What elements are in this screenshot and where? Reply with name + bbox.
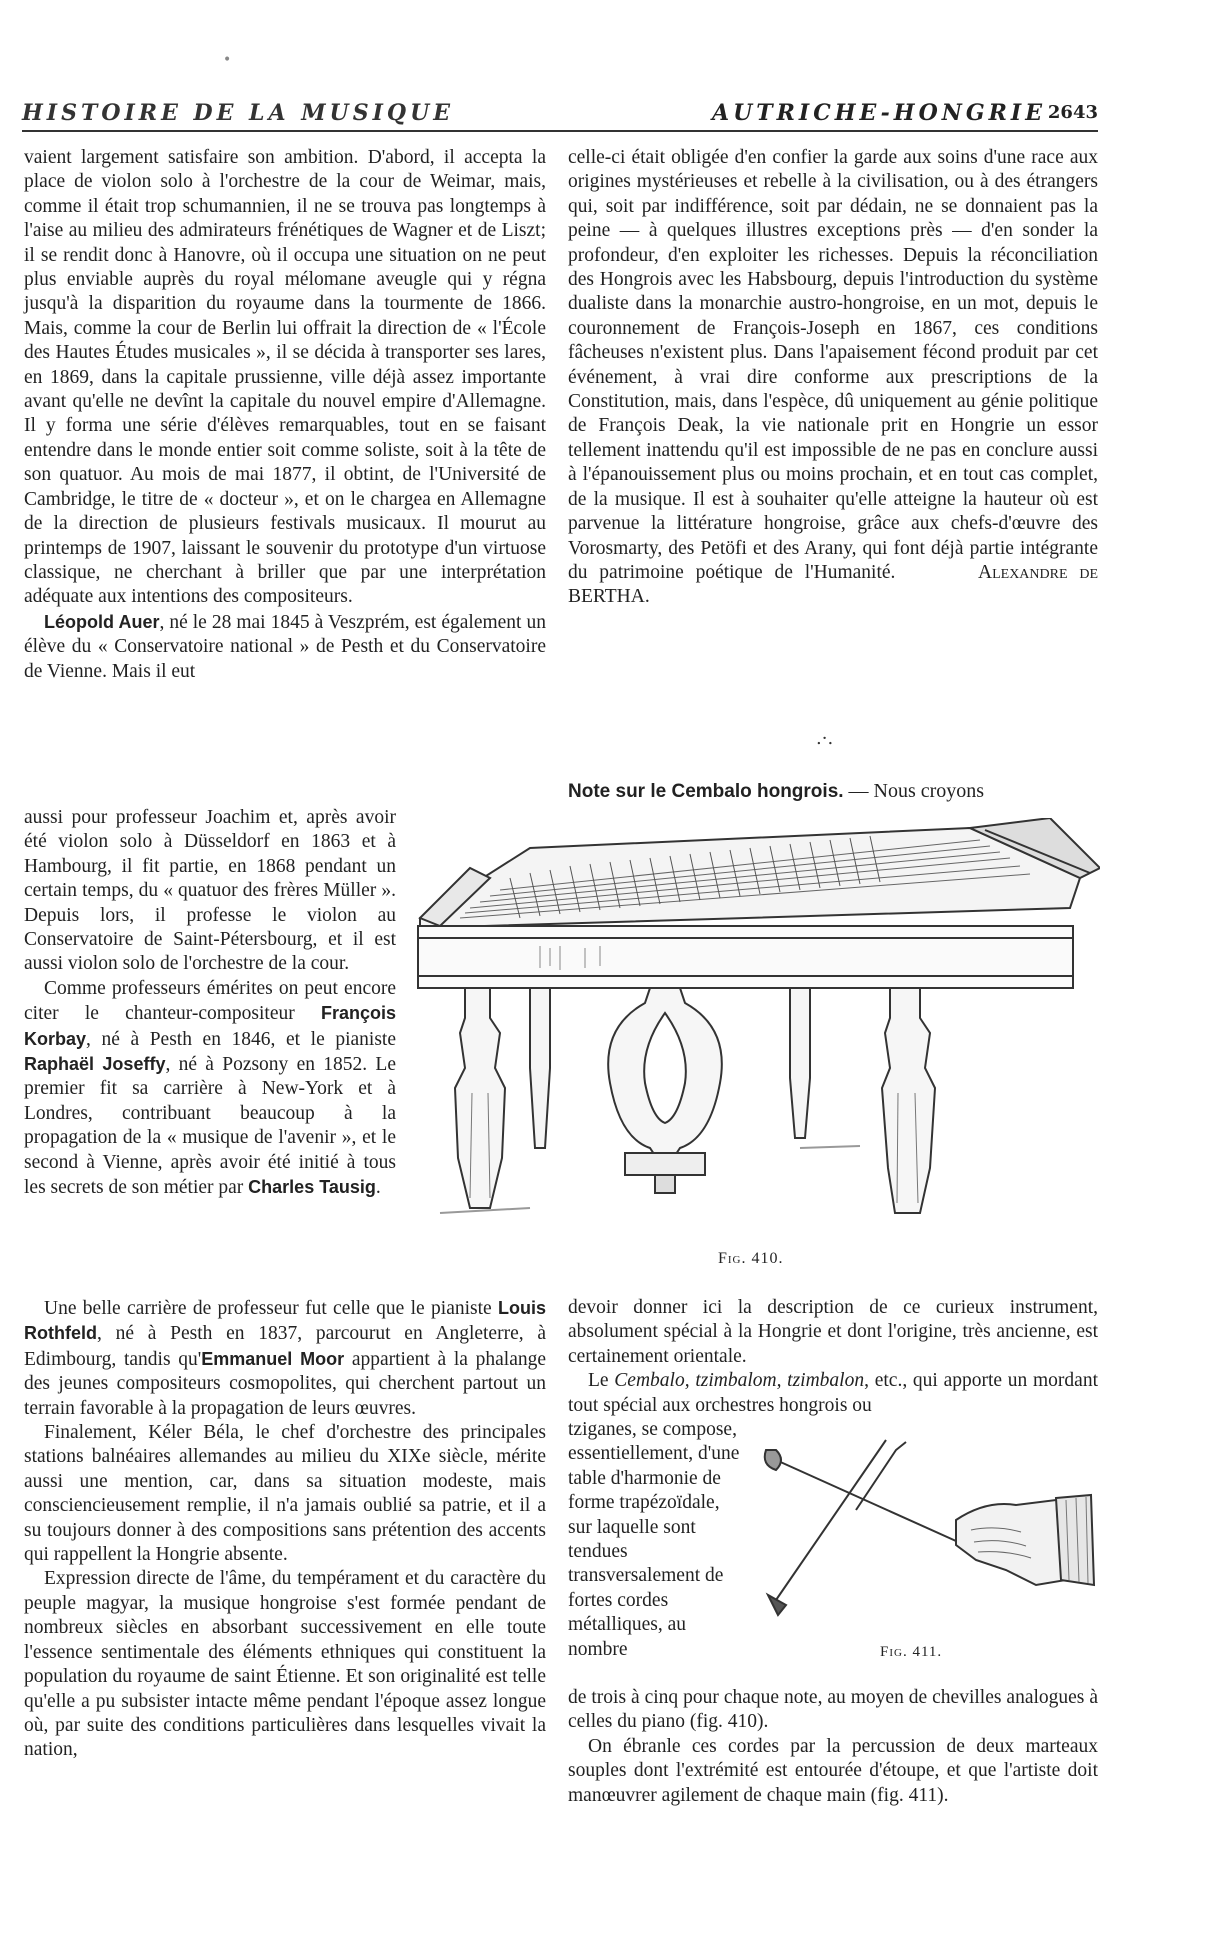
note-title-rest: — Nous croyons <box>843 780 985 802</box>
paragraph-tziganes: tziganes, se compose, essentiellement, d'une table d'harmonie de forme trapézoïdale, sur laquelle sont tendues transversalement de fortes cordes métalliques, au nombre <box>568 1419 740 1660</box>
paragraph-description: devoir donner ici la description de ce curieux instrument, absolument spécial à la Hongrie et dont l'origine, très ancienne, est certainement orientale. <box>568 1297 1098 1367</box>
ink-dot: • <box>223 52 232 68</box>
name-joseffy: Raphaël Joseffy <box>24 1054 166 1075</box>
header-left-title: HISTOIRE DE LA MUSIQUE <box>22 100 455 126</box>
cembalo-text-a: Le <box>588 1370 615 1392</box>
left-column-bottom <box>24 1296 546 1763</box>
left-column-narrow <box>24 806 396 1201</box>
author-signature: Alexandre de BERTHA. <box>568 561 1098 608</box>
paragraph-auer-cont: aussi pour professeur Joachim et, après avoir été violon solo à Düsseldorf en 1863 et à Hambourg, il fit partie, en 1868 pendant un certain temps, du « quatuor des frères Müller ». Depuis lors, il professe le violon au Conservatoire de Saint-Pétersbourg, et il est aussi violon solo de l'orchestre de la cour. <box>24 807 396 975</box>
note-heading-line <box>568 780 1098 803</box>
cembalo-names: Cembalo, tzimbalom, tzimbalon <box>614 1370 865 1392</box>
rothfeld-text-b: , né à Pesth en 1837, parcourut en Angleterre, à Edimbourg, tandis qu' <box>24 1323 546 1370</box>
cembalo-illustration <box>410 818 1100 1248</box>
name-rothfeld: Louis Rothfeld <box>24 1298 546 1344</box>
left-column-top <box>24 146 546 684</box>
paragraph-cembalo <box>568 1369 1098 1418</box>
paragraph-joachim-end: vaient largement satisfaire son ambition. D'abord, il accepta la place de violon solo à l'orchestre de la cour de Weimar, mais, comme il était trop schumannien, il ne se trouva pas longtemps à l'aise au milieu des admirateurs frénétiques de Wagner et de Liszt; il se rendit donc à Hanovre, où il occupa une situation on ne peut plus enviable auprès du royal mélomane aveugle qui y régna jusqu'à la disparition du royaume dans la tourmente de 1866. Mais, comme la cour de Berlin lui offrait la direction de « l'École des Hautes Études musicales », il se décida à transporter ses lares, en 1869, dans la capitale prussienne, ville déjà assez importante avant qu'elle ne devînt la capitale du nouvel empire d'Allemagne. Il y forma une série d'élèves remarquables, tout en se faisant entendre dans le monde entier soit comme soliste, soit à la tête de son quatuor. Au mois de mai 1877, il obtint, de l'Université de Cambridge, le titre de « docteur », et on le chargea en Allemagne de la direction de plusieurs festivals musicaux. Il mourut au printemps de 1907, laissant le souvenir du prototype d'un virtuose classique, ne cherchant à briller que par une interprétation adéquate aux intentions des compositeurs. <box>24 147 546 608</box>
conclusion-text: celle-ci était obligée d'en confier la garde aux soins d'une race aux origines mystérieuses et rebelle à la civilisation, ou à des étrangers qui, soit par indifférence, soit par dédain, ne se donnaient pas la peine — à quelques illustres exceptions près — d'en sonder la profondeur, d'en exploiter les richesses. Depuis la réconciliation des Hongrois avec les Habsbourg, depuis l'introduction du système dualiste dans la monarchie austro-hongroise, en un mot, depuis le couronnement de François-Joseph en 1867, ces conditions fâcheuses n'existent plus. Dans l'apaisement fécond produit par cet événement, à vrai dire conforme aux prescriptions de la Constitution, mais, dans l'espèce, dû uniquement au génie politique de François Deak, la vie nationale prit en Hongrie un essor tellement inattendu qu'il est impossible de ne pas en conclure aussi à l'épanouissement plus ou moins prochain, et en tout cas complet, de la musique. Il est à souhaiter qu'elle atteigne la hauteur où est parvenue la littérature hongroise, grâce aux chefs-d'œuvre des Vorosmarty, des Petöfi et des Arany, qui font déjà partie intégrante du patrimoine poétique de l'Humanité. <box>568 147 1098 583</box>
header-right-title: AUTRICHE-HONGRIE <box>712 100 1046 126</box>
paragraph-chevilles: de trois à cinq pour chaque note, au moyen de chevilles analogues à celles du piano (fig. 410). <box>568 1687 1098 1733</box>
running-header <box>22 96 1098 132</box>
rothfeld-text-a: Une belle carrière de professeur fut celle que le pianiste <box>44 1298 498 1319</box>
auer-text: , né le 28 mai 1845 à Veszprém, est également un élève du « Conservatoire national » de Pesth et du Conservatoire de Vienne. Mais il eut <box>24 611 546 682</box>
korbay-text-d: . <box>375 1177 381 1199</box>
right-column-middle <box>568 1296 1098 1418</box>
korbay-text-c: , né à Pozsony en 1852. Le premier fit sa carrière à New-York et à Londres, contribuant beaucoup à la propagation de la « musique de l'avenir », et le second à Vienne, après avoir été initié à tous les secrets de son métier par <box>24 1054 396 1199</box>
paragraph-rothfeld <box>24 1296 546 1421</box>
paragraph-keler: Finalement, Kéler Béla, le chef d'orchestre des principales stations balnéaires allemandes au milieu du XIXe siècle, mérite aussi une mention, car, dans sa situation modeste, mais consciencieusement remplie, il n'a jamais oublié sa patrie, et il a su toujours donner à des compositions sans prétention des accents qui rappellent la Hongrie absente. <box>24 1422 546 1566</box>
hammers-illustration <box>756 1420 1096 1640</box>
name-korbay: François Korbay <box>24 1003 396 1049</box>
right-column-bottom <box>568 1686 1098 1808</box>
name-moor: Emmanuel Moor <box>201 1348 345 1369</box>
korbay-text-b: , né à Pesth en 1846, et le pianiste <box>86 1028 396 1050</box>
paragraph-expression: Expression directe de l'âme, du tempérament et du caractère du peuple magyar, la musique hongroise s'est formée pendant de nombreux siècles en absorbant successivement en elle toute l'essence sentimentale des éléments ethniques qui constituent la population du royaume de saint Étienne. Et son originalité est telle qu'elle a pu subsister intacte même pendant l'époque assez longue où, par suite des conditions particulières dans lesquelles vivait la nation, <box>24 1568 546 1761</box>
figure-410-caption: Fig. 410. <box>718 1250 784 1267</box>
right-column-top <box>568 146 1098 610</box>
page-number: 2643 <box>1047 102 1098 123</box>
note-title: Note sur le Cembalo hongrois. <box>568 781 844 802</box>
name-auer: Léopold Auer <box>44 611 160 632</box>
figure-411-caption: Fig. 411. <box>880 1644 943 1660</box>
paragraph-auer <box>24 610 546 684</box>
section-separator: .·. <box>816 728 834 749</box>
paragraph-korbay <box>24 977 396 1201</box>
cembalo-text-b: , etc., qui apporte un mordant tout spécial aux orchestres hongrois ou <box>568 1370 1098 1416</box>
rothfeld-text-c: appartient à la phalange des jeunes compositeurs cosmopolites, qui cherchent partout un terrain favorable à la propagation de leurs œuvres. <box>24 1348 547 1419</box>
paragraph-conclusion <box>568 146 1098 610</box>
right-column-narrow <box>568 1418 740 1662</box>
name-tausig: Charles Tausig <box>248 1177 376 1198</box>
paragraph-percussion: On ébranle ces cordes par la percussion de deux marteaux souples dont l'extrémité est entourée d'étoupe, et que l'artiste doit manœuvrer agilement de chaque main (fig. 411). <box>568 1735 1098 1806</box>
korbay-text-a: Comme professeurs émérites on peut encore citer le chanteur-compositeur <box>24 977 396 1025</box>
